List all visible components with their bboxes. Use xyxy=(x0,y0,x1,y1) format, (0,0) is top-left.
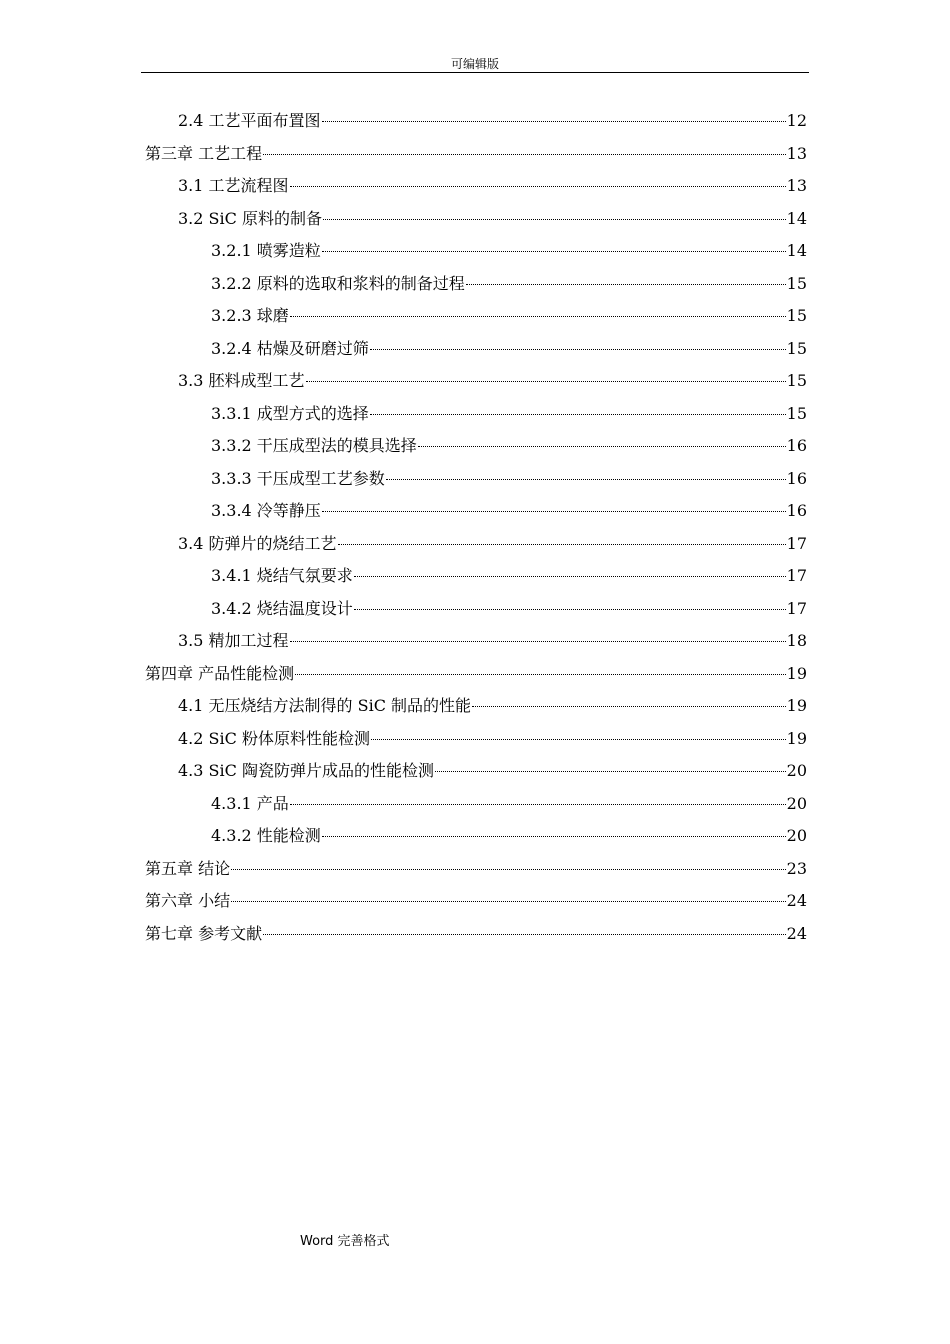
toc-entry-page-number: 16 xyxy=(786,468,807,488)
toc-dot-leader xyxy=(290,316,786,317)
toc-entry[interactable] xyxy=(145,433,807,466)
toc-dot-leader xyxy=(466,284,786,285)
page-footer: Word 完善格式 xyxy=(300,1234,390,1249)
toc-entry[interactable] xyxy=(145,173,807,206)
toc-entry-label: 3.5 精加工过程 xyxy=(178,631,289,650)
toc-dot-leader xyxy=(338,544,786,545)
toc-entry-label: 3.3.3 干压成型工艺参数 xyxy=(211,468,385,488)
toc-dot-leader xyxy=(354,576,786,577)
toc-entry-page-number: 15 xyxy=(786,371,807,390)
toc-entry-page-number: 20 xyxy=(786,826,807,845)
toc-entry[interactable] xyxy=(145,368,807,401)
toc-entry[interactable] xyxy=(145,303,807,336)
toc-dot-leader xyxy=(472,706,786,707)
toc-entry-page-number: 17 xyxy=(786,566,807,585)
toc-entry-page-number: 16 xyxy=(786,436,807,455)
toc-entry[interactable] xyxy=(145,726,807,759)
toc-dot-leader xyxy=(370,414,786,415)
toc-dot-leader xyxy=(418,446,786,447)
toc-entry[interactable] xyxy=(145,628,807,661)
toc-entry[interactable] xyxy=(145,336,807,369)
toc-entry-page-number: 19 xyxy=(786,663,807,683)
toc-dot-leader xyxy=(322,511,786,512)
toc-dot-leader xyxy=(354,609,786,610)
toc-entry-page-number: 20 xyxy=(786,793,807,813)
toc-entry[interactable] xyxy=(145,693,807,726)
page-header: 可编辑版 xyxy=(450,57,499,71)
toc-entry[interactable] xyxy=(145,856,807,889)
toc-entry-label: 3.3 胚料成型工艺 xyxy=(178,371,305,390)
toc-entry[interactable] xyxy=(145,108,807,141)
toc-entry[interactable] xyxy=(145,596,807,629)
toc-entry-label: 3.2.4 枯燥及研磨过筛 xyxy=(211,338,369,358)
toc-entry-label: 4.3.1 产品 xyxy=(211,793,289,813)
toc-entry[interactable] xyxy=(145,238,807,271)
toc-dot-leader xyxy=(435,771,786,772)
toc-dot-leader xyxy=(322,836,786,837)
toc-entry-page-number: 15 xyxy=(786,338,807,358)
toc-entry-page-number: 14 xyxy=(786,208,807,228)
toc-entry-label: 4.2 SiC 粉体原料性能检测 xyxy=(178,728,370,748)
toc-entry-label: 3.2.1 喷雾造粒 xyxy=(211,241,321,260)
toc-entry[interactable] xyxy=(145,466,807,499)
toc-entry-page-number: 12 xyxy=(786,111,807,130)
toc-entry-page-number: 15 xyxy=(786,273,807,293)
toc-entry[interactable] xyxy=(145,823,807,856)
toc-entry-page-number: 13 xyxy=(786,143,807,163)
toc-dot-leader xyxy=(263,154,786,155)
toc-entry-label: 3.3.2 干压成型法的模具选择 xyxy=(211,436,417,455)
toc-dot-leader xyxy=(371,739,786,740)
toc-entry[interactable] xyxy=(145,498,807,531)
toc-entry[interactable] xyxy=(145,141,807,174)
toc-dot-leader xyxy=(290,186,786,187)
toc-dot-leader xyxy=(323,219,786,220)
toc-dot-leader xyxy=(322,251,786,252)
toc-entry[interactable] xyxy=(145,791,807,824)
toc-entry-page-number: 23 xyxy=(786,858,807,878)
toc-entry-page-number: 19 xyxy=(786,728,807,748)
toc-entry-label: 3.4.2 烧结温度设计 xyxy=(211,598,353,618)
toc-entry-page-number: 15 xyxy=(786,403,807,423)
toc-dot-leader xyxy=(231,869,786,870)
header-rule xyxy=(141,72,809,73)
toc-entry[interactable] xyxy=(145,661,807,694)
toc-entry-page-number: 15 xyxy=(786,306,807,325)
toc-entry-label: 4.3 SiC 陶瓷防弹片成品的性能检测 xyxy=(178,761,434,780)
toc-entry-label: 3.4.1 烧结气氛要求 xyxy=(211,566,353,585)
toc-dot-leader xyxy=(306,381,786,382)
toc-entry-label: 3.2.2 原料的选取和浆料的制备过程 xyxy=(211,273,465,293)
toc-dot-leader xyxy=(386,479,786,480)
toc-entry-label: 2.4 工艺平面布置图 xyxy=(178,111,321,130)
toc-entry-label: 3.3.1 成型方式的选择 xyxy=(211,403,369,423)
toc-entry[interactable] xyxy=(145,401,807,434)
toc-dot-leader xyxy=(370,349,786,350)
toc-dot-leader xyxy=(263,934,786,935)
toc-dot-leader xyxy=(231,901,786,902)
toc-entry-label: 3.3.4 冷等静压 xyxy=(211,501,321,520)
toc-entry-page-number: 24 xyxy=(786,923,807,943)
toc-entry-label: 3.4 防弹片的烧结工艺 xyxy=(178,533,337,553)
toc-dot-leader xyxy=(290,804,786,805)
toc-entry-label: 第三章 工艺工程 xyxy=(145,143,263,163)
toc-entry-label: 4.1 无压烧结方法制得的 SiC 制品的性能 xyxy=(178,696,472,715)
toc-entry-page-number: 18 xyxy=(786,631,807,650)
toc-entry[interactable] xyxy=(145,758,807,791)
toc-entry-label: 3.2.3 球磨 xyxy=(211,306,289,325)
toc-entry-page-number: 14 xyxy=(786,241,807,260)
toc-entry[interactable] xyxy=(145,531,807,564)
toc-entry-label: 3.1 工艺流程图 xyxy=(178,176,289,195)
toc-entry-page-number: 24 xyxy=(786,891,807,910)
toc-entry[interactable] xyxy=(145,888,807,921)
toc-dot-leader xyxy=(295,674,786,675)
toc-entry-page-number: 17 xyxy=(786,598,807,618)
toc-entry-label: 3.2 SiC 原料的制备 xyxy=(178,208,322,228)
toc-entry[interactable] xyxy=(145,563,807,596)
toc-entry-label: 4.3.2 性能检测 xyxy=(211,826,321,845)
toc-entry-page-number: 16 xyxy=(786,501,807,520)
toc-entry-page-number: 13 xyxy=(786,176,807,195)
toc-entry-label: 第五章 结论 xyxy=(145,858,231,878)
toc-dot-leader xyxy=(322,121,786,122)
toc-entry-page-number: 19 xyxy=(786,696,807,715)
toc-entry[interactable] xyxy=(145,921,807,954)
toc-entry[interactable] xyxy=(145,271,807,304)
toc-entry-page-number: 20 xyxy=(786,761,807,780)
toc-dot-leader xyxy=(290,641,786,642)
toc-entry-label: 第四章 产品性能检测 xyxy=(145,663,295,683)
table-of-contents xyxy=(145,108,807,953)
toc-entry-label: 第七章 参考文献 xyxy=(145,923,263,943)
toc-entry-page-number: 17 xyxy=(786,533,807,553)
toc-entry-label: 第六章 小结 xyxy=(145,891,231,910)
toc-entry[interactable] xyxy=(145,206,807,239)
